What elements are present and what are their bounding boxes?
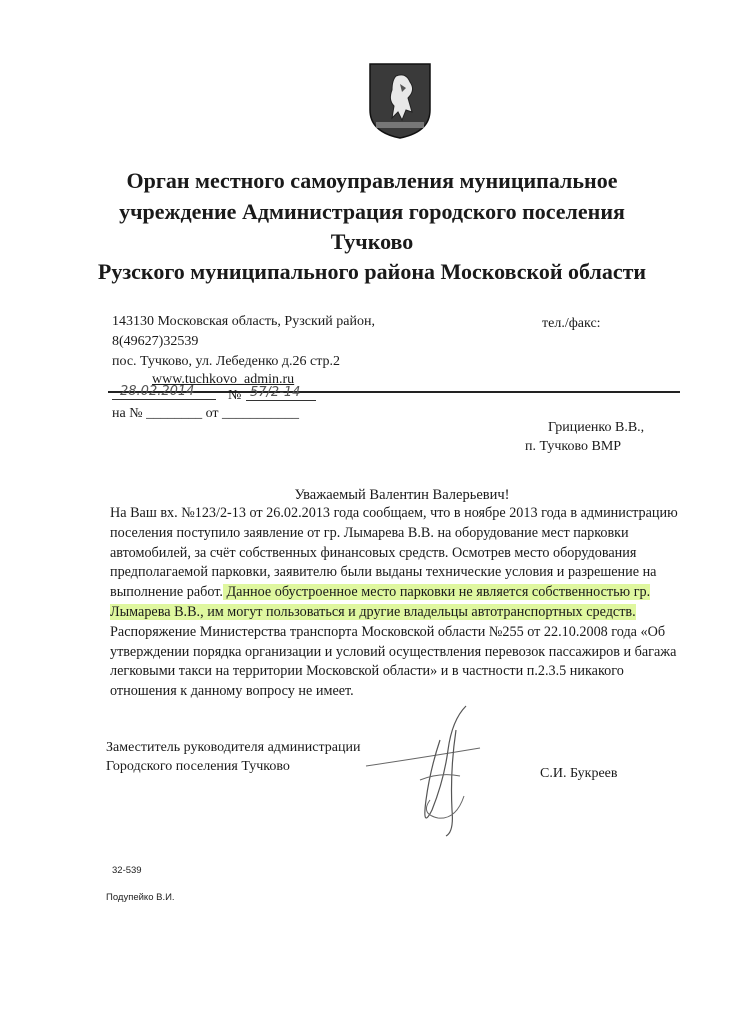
body-highlighted: Данное обустроенное место парковки не является собственностью гр. Лымарева В.В., им могут пользоваться и другие владельцы автотранспортных средств. <box>110 584 651 620</box>
address-phone: 8(49627)32539 <box>112 334 199 349</box>
greeting: Уважаемый Валентин Валерьевич! <box>294 487 510 503</box>
address-line-1: 143130 Московская область, Рузский район, <box>112 314 375 329</box>
outgoing-number: 57/2-14 <box>250 385 301 400</box>
tel-fax-label: тел./факс: <box>542 316 601 331</box>
footer-number: 32-539 <box>112 865 142 876</box>
signatory-name: С.И. Букреев <box>540 766 618 781</box>
outgoing-date: 28.02.2014 <box>120 384 195 399</box>
from-blank: ___________ <box>222 406 300 421</box>
header-line-2: учреждение Администрация городского поселения <box>119 199 625 224</box>
address-website-link[interactable]: www.tuchkovo_admin.ru <box>152 372 295 387</box>
header-line-4: Рузского муниципального района Московской области <box>97 259 647 284</box>
letter-body <box>110 504 680 702</box>
signatory-position-2: Городского поселения Тучково <box>106 759 290 774</box>
recipient-name: Грициенко В.В., <box>548 420 645 435</box>
header-line-3: Тучково <box>330 229 414 254</box>
recipient-address: п. Тучково ВМР <box>525 439 622 454</box>
ref-blank: ________ <box>146 406 203 421</box>
address-line-3: пос. Тучково, ул. Лебеденко д.26 стр.2 <box>112 354 341 369</box>
number-underline <box>246 400 316 401</box>
footer-executor: Подупейко В.И. <box>106 892 175 903</box>
handwritten-signature <box>360 700 500 840</box>
ref-label: на № <box>112 406 143 421</box>
date-underline <box>112 399 216 400</box>
header-line-1: Орган местного самоуправления муниципальное <box>126 168 618 193</box>
from-label: от <box>205 406 219 421</box>
body-part-1: На Ваш вх. №123/2-13 от 26.02.2013 года сообщаем, что в ноябре 2013 года в администрацию поселения поступило заявление от гр. Лымарева В.В. на оборудование мест парковки автомобилей, за счёт собственных финансовых средств. Осмотрев место оборудования предполагаемой парковки, заявителю были выданы технические условия и разрешение на выполнение работ. <box>110 505 678 601</box>
outgoing-number-label: № <box>228 388 242 403</box>
coat-of-arms-emblem <box>366 60 434 140</box>
signatory-position-1: Заместитель руководителя администрации <box>106 740 361 755</box>
body-part-2: Распоряжение Министерства транспорта Московской области №255 от 22.10.2008 года «Об утверждении порядка организации и условий осуществления перевозок пассажиров и багажа легковыми такси на территории Московской области» и в частности п.2.3.5 никакого отношения к данному вопросу не имеет. <box>110 623 677 700</box>
reference-line <box>112 404 299 424</box>
